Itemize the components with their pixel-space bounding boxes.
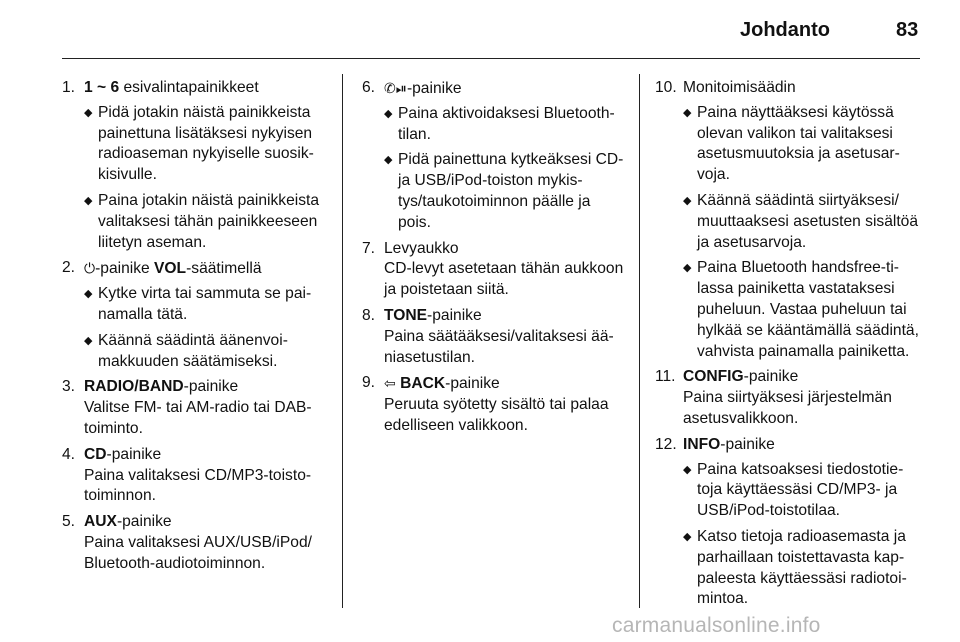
bullet-icon: ◆: [84, 334, 93, 347]
power-icon: ⏻: [84, 260, 96, 277]
list-item-8: 8. TONE-painike Paina säätääksesi/valitaksesi ääniasetustilan.: [362, 306, 614, 366]
list-item-1: 1. 1 ~ 6 esivalintapainikkeet ◆ Pidä jotakin näistä painikkeista painettuna lisätäksesi nykyisen radioaseman nykyiselle suosikkisivulle. ◆ Paina jotakin näistä painikkeista valitaksesi tähän painikkeeseen liitetyn aseman.: [62, 78, 327, 253]
bullet-item: ◆ Pidä jotakin näistä painikkeista painettuna lisätäksesi nykyisen radioaseman nykyiselle suosikkisivulle.: [84, 103, 314, 184]
list-item-2: 2. ⏻-painike VOL-säätimellä ◆ Kytke virta tai sammuta se painamalla tätä. ◆ Käännä säädintä äänenvoimakkuuden säätämiseksi.: [62, 258, 327, 372]
list-item-10: 10. Monitoimisäädin ◆ Paina näyttääksesi käytössä olevan valikon tai valitaksesi asetusmuutoksia ja asetusarvoja. ◆ Käännä säädintä siirtyäksesi/ muuttaaksesi asetusten sisältöä ja asetusarvoja. ◆ Paina Bluetooth handsfree-tilassa painiketta vastataksesi puheluun. Vastaa puheluun tai hylkää se kääntämällä säädintä, vahvista painamalla painiketta.: [655, 78, 920, 362]
bullet-icon: ◆: [683, 262, 692, 275]
column-divider-2: [639, 74, 640, 608]
bullet-item: ◆ Käännä säädintä siirtyäksesi/ muuttaaksesi asetusten sisältöä ja asetusarvoja.: [683, 191, 919, 251]
bullet-icon: ◆: [683, 530, 692, 543]
list-item-7: 7. Levyaukko CD-levyt asetetaan tähän aukkoon ja poistetaan siitä.: [362, 239, 624, 299]
bullet-icon: ◆: [384, 154, 393, 167]
bullet-icon: ◆: [683, 463, 692, 476]
bullet-item: ◆ Käännä säädintä äänenvoimakkuuden säätämiseksi.: [84, 331, 288, 370]
bullet-item: ◆ Paina jotakin näistä painikkeista valitaksesi tähän painikkeeseen liitetyn aseman.: [84, 191, 320, 251]
bullet-icon: ◆: [84, 194, 93, 207]
watermark: carmanualsonline.info: [612, 614, 821, 637]
list-item-6: 6. ✆⏯-painike ◆ Paina aktivoidaksesi Bluetooth-tilan. ◆ Pidä painettuna kytkeäksesi CD- ja USB/iPod-toiston mykistys/taukotoiminnon päälle ja pois.: [362, 78, 627, 234]
bullet-icon: ◆: [84, 288, 93, 301]
column-divider-1: [342, 74, 343, 608]
phone-mute-icon: ✆⏯: [384, 80, 407, 96]
bullet-icon: ◆: [384, 107, 393, 120]
back-arrow-icon: ⇦: [384, 375, 396, 392]
list-item-11: 11. CONFIG-painike Paina siirtyäksesi järjestelmän asetusvalikkoon.: [655, 368, 892, 427]
list-item-9: 9. ⇦ BACK-painike Peruuta syötetty sisältö tai palaa edelliseen valikkoon.: [362, 374, 609, 434]
list-item-12: 12. INFO-painike ◆ Paina katsoaksesi tiedostotietoja käyttäessäsi CD/MP3- ja USB/iPod-toistotilaa. ◆ Katso tietoja radioasemasta ja parhaillaan toistettavasta kappaleesta käyttäessäsi radiotoimintoa.: [655, 435, 920, 610]
section-title: Johdanto: [740, 19, 830, 41]
bullet-item: ◆ Paina Bluetooth handsfree-tilassa painiketta vastataksesi puheluun. Vastaa puheluun tai hylkää se kääntämällä säädintä, vahvista painamalla painiketta.: [683, 259, 919, 360]
bullet-icon: ◆: [683, 194, 692, 207]
page-number: 83: [896, 19, 919, 41]
bullet-icon: ◆: [84, 106, 93, 119]
bullet-item: ◆ Katso tietoja radioasemasta ja parhaillaan toistettavasta kappaleesta käyttäessäsi radiotoimintoa.: [683, 527, 907, 608]
bullet-item: ◆ Kytke virta tai sammuta se painamalla tätä.: [84, 285, 312, 323]
bullet-item: ◆ Paina aktivoidaksesi Bluetooth-tilan.: [384, 104, 615, 143]
header-divider: [62, 58, 920, 59]
list-item-3: 3. RADIO/BAND-painike Valitse FM- tai AM-radio tai DAB-toiminto.: [62, 378, 312, 437]
list-item-5: 5. AUX-painike Paina valitaksesi AUX/USB/iPod/ Bluetooth-audiotoiminnon.: [62, 513, 312, 572]
column-2: [362, 78, 627, 442]
bullet-item: ◆ Paina katsoaksesi tiedostotietoja käyttäessäsi CD/MP3- ja USB/iPod-toistotilaa.: [683, 460, 904, 520]
bullet-icon: ◆: [683, 106, 692, 119]
list-item-4: 4. CD-painike Paina valitaksesi CD/MP3-toistotoiminnon.: [62, 445, 312, 505]
bullet-item: ◆ Pidä painettuna kytkeäksesi CD- ja USB/iPod-toiston mykistys/taukotoiminnon päälle ja pois.: [384, 151, 624, 231]
column-3: [655, 78, 920, 615]
bullet-item: ◆ Paina näyttääksesi käytössä olevan valikon tai valitaksesi asetusmuutoksia ja asetusarvoja.: [683, 103, 900, 184]
column-1: [62, 78, 327, 580]
